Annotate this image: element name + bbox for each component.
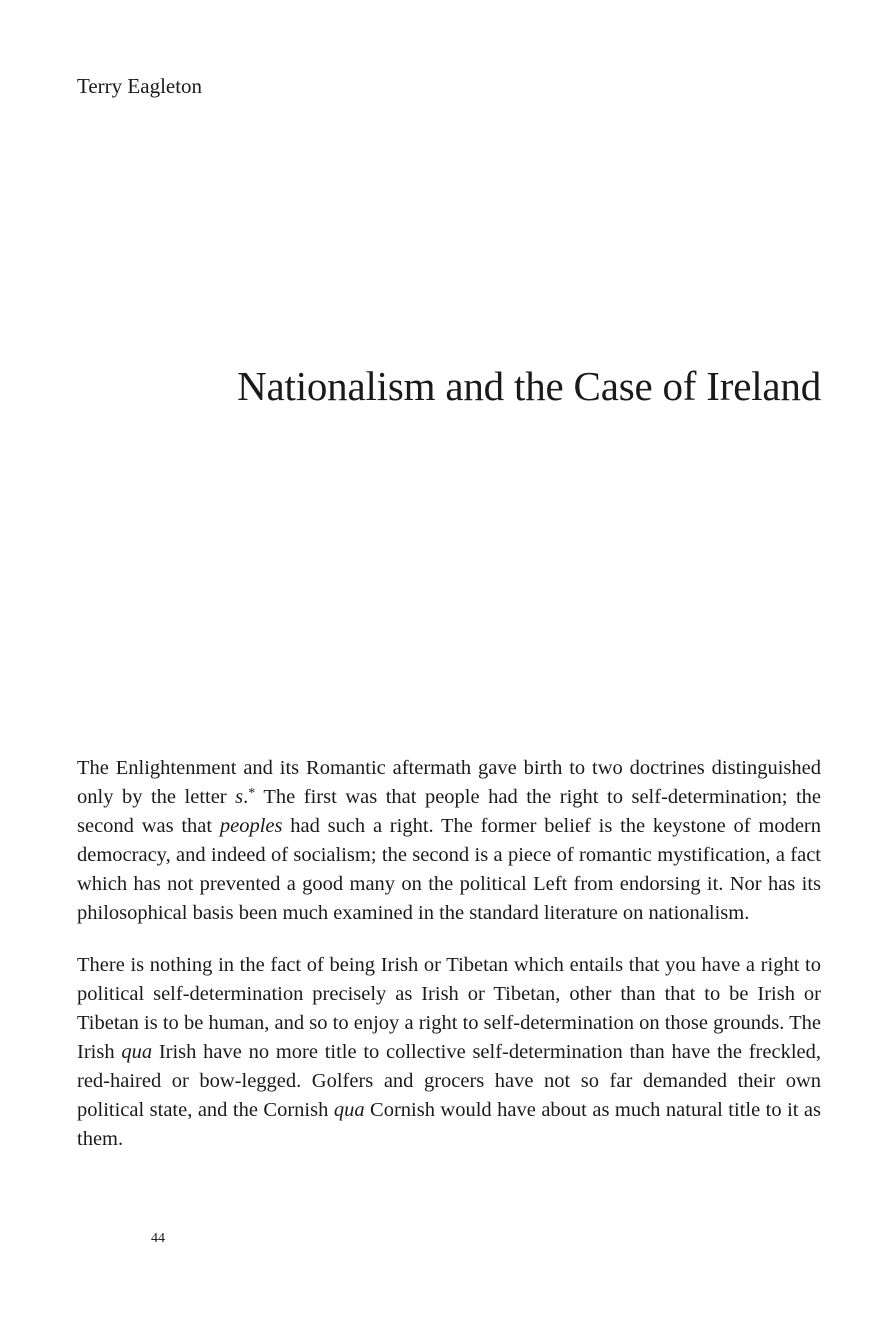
paragraph-1-text-d: had such a right. The former belief is the keystone of modern democracy, and indeed of socialism; the second is a piece of romantic mystification, a fact which has not prevented a good many on the political Left from endorsing it. Nor has its philosophical basis been much examined in the standard literature on nationalism. xyxy=(77,815,821,924)
paragraph-1-text-b: . xyxy=(243,786,249,808)
author-running-head: Terry Eagleton xyxy=(77,74,203,98)
paragraph-2 xyxy=(77,951,821,1154)
paragraph-2-text-b: Irish have no more title to collective self-determination than have the freckled, red-haired or bow-legged. Golfers and grocers have not so far demanded their own political state, and the Cornish xyxy=(77,1041,822,1121)
italic-qua-2: qua xyxy=(333,1099,365,1121)
italic-qua-1: qua xyxy=(121,1041,153,1063)
page-number: 44 xyxy=(151,1231,165,1246)
body-text xyxy=(77,754,821,1177)
paragraph-2-text-c: Cornish would have about as much natural title to it as them. xyxy=(77,1099,822,1150)
paragraph-1 xyxy=(77,754,821,928)
italic-letter-s: s xyxy=(235,786,244,808)
italic-peoples: peoples xyxy=(219,815,283,837)
chapter-title: Nationalism and the Case of Ireland xyxy=(237,363,821,409)
paragraph-1-text-c: The first was that people had the right to self-determination; the second was that xyxy=(77,786,821,837)
paragraph-2-text-a: There is nothing in the fact of being Irish or Tibetan which entails that you have a right to political self-determination precisely as Irish or Tibetan, other than that to be Irish or Tibetan is to be human, and so to enjoy a right to self-determination on those grounds. The Irish xyxy=(77,954,821,1063)
paragraph-1-text-a: The Enlightenment and its Romantic aftermath gave birth to two doctrines distinguished only by the letter xyxy=(77,757,821,808)
footnote-marker[interactable]: * xyxy=(248,786,256,801)
